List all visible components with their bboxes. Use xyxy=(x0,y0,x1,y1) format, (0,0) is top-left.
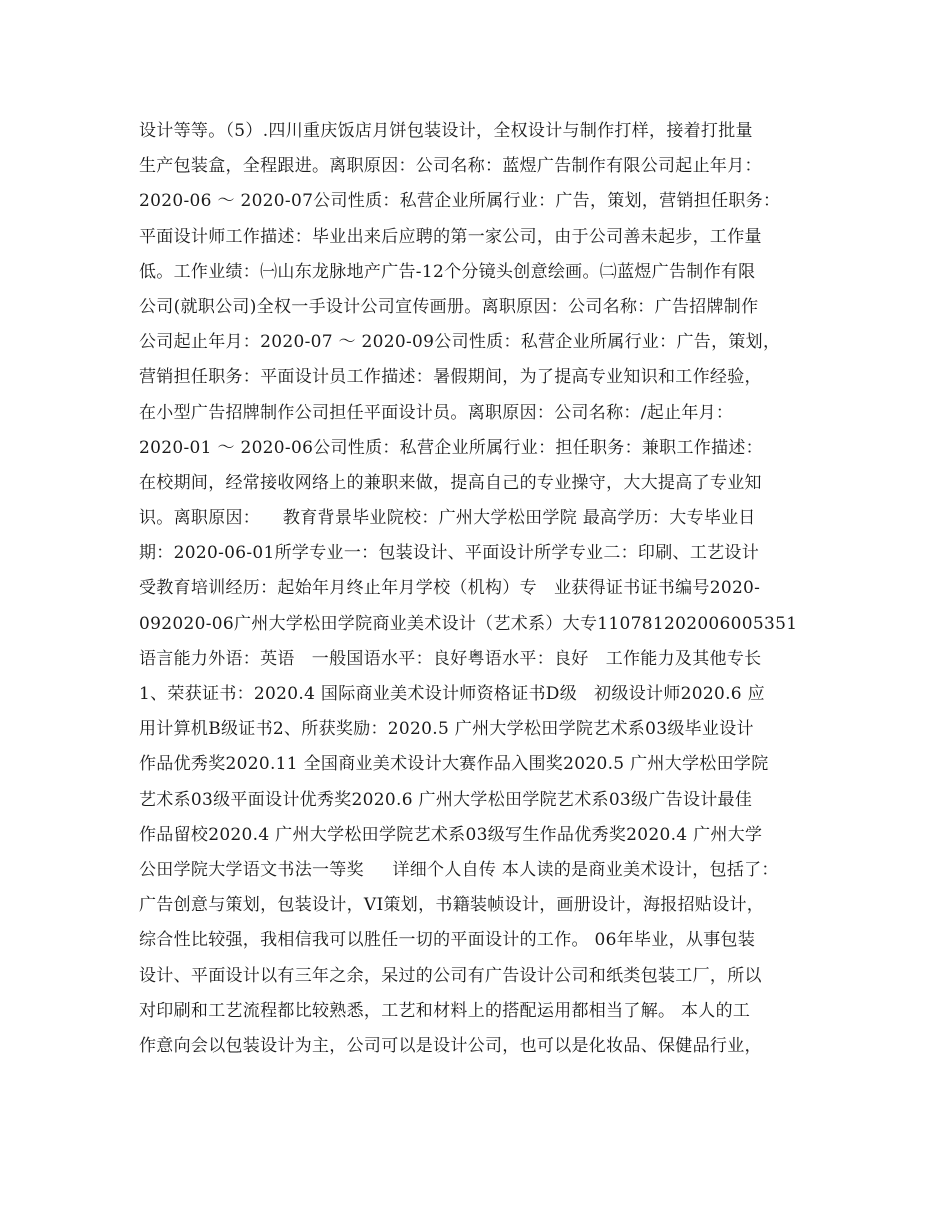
body-text xyxy=(139,114,839,1064)
text-line: 低。工作业绩：㈠山东龙脉地产广告-12个分镜头创意绘画。㈡蓝煜广告制作有限 xyxy=(139,261,756,282)
text-line: 生产包装盒，全程跟进。离职原因：公司名称：蓝煜广告制作有限公司起止年月： xyxy=(139,156,762,177)
text-line: 平面设计师工作描述：毕业出来后应聘的第一家公司，由于公司善未起步，工作量 xyxy=(139,226,762,247)
text-line: 综合性比较强，我相信我可以胜任一切的平面设计的工作。 06年毕业，从事包装 xyxy=(139,930,756,951)
text-line: 公田学院大学语文书法一等奖 详细个人自传 本人读的是商业美术设计，包括了： xyxy=(139,859,779,880)
text-line: 公司起止年月：2020-07 ～ 2020-09公司性质：私营企业所属行业：广告，策划， xyxy=(139,332,781,353)
text-line: 作品优秀奖2020.11 全国商业美术设计大赛作品入围奖2020.5 广州大学松田学院 xyxy=(139,754,769,775)
text-line: 公司(就职公司)全权一手设计公司宣传画册。离职原因：公司名称：广告招牌制作 xyxy=(139,296,759,317)
text-line: 2020-01 ～ 2020-06公司性质：私营企业所属行业：担任职务：兼职工作描述： xyxy=(139,437,763,458)
text-line: 营销担任职务：平面设计员工作描述：暑假期间，为了提高专业知识和工作经验， xyxy=(139,367,762,388)
text-line: 2020-06 ～ 2020-07公司性质：私营企业所属行业：广告，策划，营销担任职务： xyxy=(139,191,781,212)
text-line: 设计等等。（5）.四川重庆饭店月饼包装设计，全权设计与制作打样，接着打批量 xyxy=(139,121,753,141)
text-line: 在小型广告招牌制作公司担任平面设计员。离职原因：公司名称：/起止年月： xyxy=(139,402,734,423)
text-line: 用计算机B级证书2、所获奖励：2020.5 广州大学松田学院艺术系03级毕业设计 xyxy=(139,719,754,740)
text-line: 1、荣获证书：2020.4 国际商业美术设计师资格证书D级 初级设计师2020.6 应 xyxy=(139,684,765,704)
text-line: 语言能力外语：英语 一般国语水平：良好粤语水平：良好 工作能力及其他专长 xyxy=(139,648,762,669)
text-line: 艺术系03级平面设计优秀奖2020.6 广州大学松田学院艺术系03级广告设计最佳 xyxy=(139,789,753,810)
text-line: 作意向会以包装设计为主，公司可以是设计公司，也可以是化妆品、保健品行业， xyxy=(139,1035,762,1056)
text-line: 识。离职原因： 教育背景毕业院校：广州大学松田学院 最高学历：大专毕业日 xyxy=(139,508,756,529)
text-line: 作品留校2020.4 广州大学松田学院艺术系03级写生作品优秀奖2020.4 广州大学 xyxy=(139,824,763,845)
text-line: 受教育培训经历：起始年月终止年月学校（机构）专 业获得证书证书编号2020- xyxy=(139,578,761,599)
text-line: 期：2020-06-01所学专业一：包装设计、平面设计所学专业二：印刷、工艺设计 xyxy=(139,543,760,564)
text-line: 广告创意与策划，包装设计，VI策划，书籍装帧设计，画册设计，海报招贴设计， xyxy=(139,895,765,916)
text-line: 092020-06广州大学松田学院商业美术设计（艺术系）大专110781202006005351 xyxy=(139,613,798,634)
text-line: 对印刷和工艺流程都比较熟悉，工艺和材料上的搭配运用都相当了解。 本人的工 xyxy=(139,1000,751,1021)
text-line: 设计、平面设计以有三年之余，呆过的公司有广告设计公司和纸类包装工厂，所以 xyxy=(139,965,762,986)
text-line: 在校期间，经常接收网络上的兼职来做，提高自己的专业操守，大大提高了专业知 xyxy=(139,472,762,493)
